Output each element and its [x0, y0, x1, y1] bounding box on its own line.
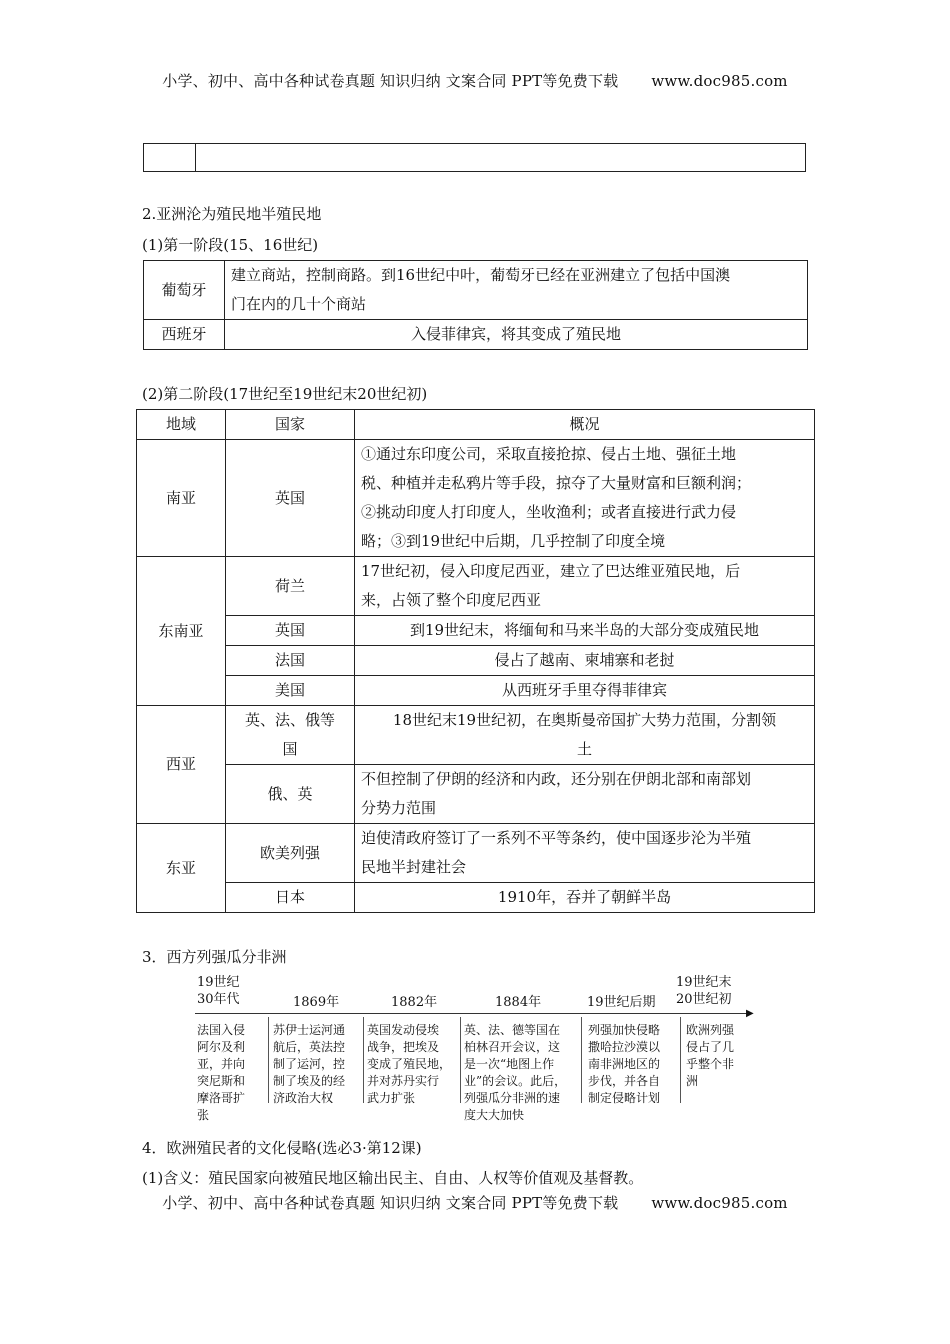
timeline-event: 英国发动侵埃 战争，把埃及 变成了殖民地， 并对苏丹实行 武力扩张 — [367, 1023, 452, 1105]
table-row — [144, 320, 808, 350]
region-cell: 东亚 — [137, 824, 226, 913]
table-row — [137, 765, 815, 824]
desc-cell: 入侵菲律宾，将其变成了殖民地 — [225, 320, 808, 350]
country-cell: 英国 — [226, 440, 355, 557]
summary-cell: 迫使清政府签订了一系列不平等条约，使中国逐步沦为半殖 民地半封建社会 — [355, 824, 815, 883]
country-cell: 美国 — [226, 676, 355, 706]
timeline-divider — [363, 1017, 364, 1103]
section4-item1: (1)含义：殖民国家向被殖民地区输出民主、自由、人权等价值观及基督教。 — [142, 1169, 644, 1187]
timeline-label: 19世纪后期 — [587, 995, 656, 1010]
footer-text: 小学、初中、高中各种试卷真题 知识归纳 文案合同 PPT等免费下载 — [162, 1194, 619, 1212]
timeline-divider — [581, 1017, 582, 1103]
summary-cell: 1910年，吞并了朝鲜半岛 — [355, 883, 815, 913]
timeline-divider — [680, 1017, 681, 1103]
table-row — [137, 824, 815, 883]
country-cell: 俄、英 — [226, 765, 355, 824]
table-row — [137, 646, 815, 676]
continued-table-fragment — [143, 143, 806, 172]
summary-cell: 到19世纪末，将缅甸和马来半岛的大部分变成殖民地 — [355, 616, 815, 646]
region-cell: 南亚 — [137, 440, 226, 557]
country-cell: 荷兰 — [226, 557, 355, 616]
header-text: 小学、初中、高中各种试卷真题 知识归纳 文案合同 PPT等免费下载 — [162, 72, 619, 90]
desc-cell: 建立商站，控制商路。到16世纪中叶，葡萄牙已经在亚洲建立了包括中国澳 门在内的几十个商站 — [225, 261, 808, 320]
timeline-label: 19世纪 30年代 — [197, 975, 240, 1007]
phase2-table — [136, 409, 815, 913]
arrow-right-icon: ▶ — [746, 1008, 754, 1019]
country-cell: 日本 — [226, 883, 355, 913]
timeline-label: 19世纪末 20世纪初 — [676, 975, 732, 1007]
page-header — [0, 70, 950, 91]
summary-cell: 不但控制了伊朗的经济和内政，还分别在伊朗北部和南部划 分势力范围 — [355, 765, 815, 824]
country-cell: 法国 — [226, 646, 355, 676]
col-header-summary: 概况 — [355, 410, 815, 440]
region-cell: 西亚 — [137, 706, 226, 824]
timeline-label: 1869年 — [293, 995, 340, 1010]
timeline-label: 1882年 — [391, 995, 438, 1010]
table-row — [137, 557, 815, 616]
timeline-divider — [460, 1017, 461, 1103]
table-row — [137, 616, 815, 646]
footer-url[interactable]: www.doc985.com — [651, 1194, 788, 1212]
table-row — [137, 883, 815, 913]
timeline-event: 列强加快侵略 撒哈拉沙漠以 南非洲地区的 步伐，并各自 制定侵略计划 — [588, 1023, 661, 1105]
country-cell: 葡萄牙 — [144, 261, 225, 320]
timeline-label: 1884年 — [495, 995, 542, 1010]
summary-cell: 侵占了越南、柬埔寨和老挝 — [355, 646, 815, 676]
timeline-axis — [195, 1013, 750, 1014]
country-cell: 英国 — [226, 616, 355, 646]
summary-cell: 18世纪末19世纪初，在奥斯曼帝国扩大势力范围，分割领 土 — [355, 706, 815, 765]
header-url[interactable]: www.doc985.com — [651, 72, 788, 90]
table-header-row — [137, 410, 815, 440]
page-footer — [0, 1192, 950, 1213]
country-cell: 西班牙 — [144, 320, 225, 350]
section4-title: 4．欧洲殖民者的文化侵略(选必3·第12课) — [142, 1139, 422, 1157]
timeline — [195, 972, 755, 1132]
timeline-event: 英、法、德等国在 柏林召开会议，这 是一次“地图上作 业”的会议。此后， 列强瓜分非洲的速 度大大加快 — [464, 1023, 567, 1122]
timeline-event: 法国入侵 阿尔及利 亚，并向 突尼斯和 摩洛哥扩 张 — [197, 1023, 246, 1122]
summary-cell: 17世纪初，侵入印度尼西亚，建立了巴达维亚殖民地，后 来，占领了整个印度尼西亚 — [355, 557, 815, 616]
table-row — [144, 261, 808, 320]
table-row — [137, 676, 815, 706]
timeline-event: 苏伊士运河通 航后，英法控 制了运河，控 制了埃及的经 济政治大权 — [273, 1023, 346, 1105]
country-cell: 欧美列强 — [226, 824, 355, 883]
timeline-event: 欧洲列强 侵占了几 乎整个非 洲 — [686, 1023, 735, 1088]
summary-cell: 从西班牙手里夺得菲律宾 — [355, 676, 815, 706]
phase1-table — [143, 260, 808, 350]
country-cell: 英、法、俄等 国 — [226, 706, 355, 765]
region-cell: 东南亚 — [137, 557, 226, 706]
phase1-title: (1)第一阶段(15、16世纪) — [142, 236, 319, 254]
section3-title: 3．西方列强瓜分非洲 — [142, 948, 287, 966]
col-header-region: 地域 — [137, 410, 226, 440]
table-row — [137, 706, 815, 765]
col-header-country: 国家 — [226, 410, 355, 440]
table-row — [137, 440, 815, 557]
phase2-title: (2)第二阶段(17世纪至19世纪末20世纪初) — [142, 385, 428, 403]
summary-cell: ①通过东印度公司，采取直接抢掠、侵占土地、强征土地 税、种植并走私鸦片等手段，掠夺了大量财富和巨额利润； ②挑动印度人打印度人，坐收渔利；或者直接进行武力侵 略；③到19世纪中后期，几乎控制了印度全境 — [355, 440, 815, 557]
section2-title: 2.亚洲沦为殖民地半殖民地 — [142, 205, 322, 223]
